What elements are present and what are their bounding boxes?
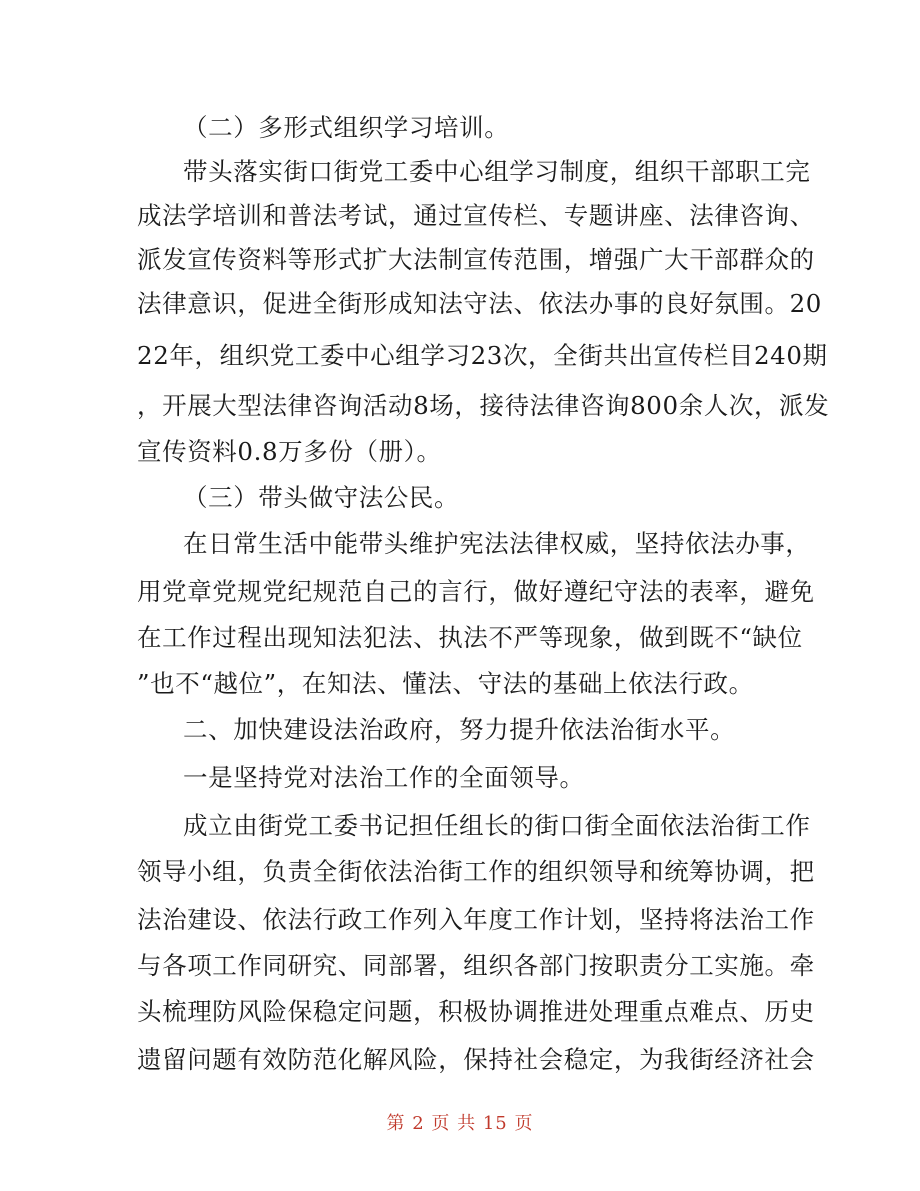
page-number-footer: 第 2 页 共 15 页 [386, 1113, 534, 1134]
paragraph-line: 头梳理防风险保稳定问题，积极协调推进处理重点难点、历史 [137, 997, 815, 1026]
paragraph-line: ”也不“越位”，在知法、懂法、守法的基础上依法行政。 [137, 669, 754, 698]
paragraph-line: 领导小组，负责全街依法治街工作的组织领导和统筹协调，把 [137, 857, 815, 886]
section-heading: （三）带头做守法公民。 [183, 483, 460, 512]
section-heading: 一是坚持党对法治工作的全面领导。 [183, 763, 585, 792]
paragraph-line: 带头落实街口街党工委中心组学习制度，组织干部职工完 [183, 157, 811, 186]
paragraph-line: 成法学培训和普法考试，通过宣传栏、专题讲座、法律咨询、 [137, 201, 815, 230]
paragraph-line: 与各项工作同研究、同部署，组织各部门按职责分工实施。牵 [137, 951, 815, 980]
section-heading: （二）多形式组织学习培训。 [183, 113, 510, 142]
paragraph-line: 遗留问题有效防范化解风险，保持社会稳定，为我街经济社会 [137, 1045, 815, 1074]
paragraph-line: 成立由街党工委书记担任组长的街口街全面依法治街工作 [183, 811, 811, 840]
paragraph-line: 法治建设、依法行政工作列入年度工作计划，坚持将法治工作 [137, 905, 815, 934]
paragraph-line: ，开展大型法律咨询活动8场，接待法律咨询800余人次，派发 [137, 391, 830, 420]
paragraph-line: 在工作过程出现知法犯法、执法不严等现象，做到既不“缺位 [137, 623, 803, 652]
paragraph-line: 22年，组织党工委中心组学习23次，全街共出宣传栏目240期 [137, 341, 828, 370]
paragraph-line: 在日常生活中能带头维护宪法法律权威，坚持依法办事， [183, 529, 811, 558]
section-heading: 二、加快建设法治政府，努力提升依法治街水平。 [183, 715, 736, 744]
paragraph-line: 用党章党规党纪规范自己的言行，做好遵纪守法的表率，避免 [137, 577, 815, 606]
paragraph-line: 宣传资料0.8万多份（册）。 [137, 437, 442, 466]
paragraph-line: 派发宣传资料等形式扩大法制宣传范围，增强广大干部群众的 [137, 245, 815, 274]
paragraph-line: 法律意识，促进全街形成知法守法、依法办事的良好氛围。20 [137, 289, 822, 318]
